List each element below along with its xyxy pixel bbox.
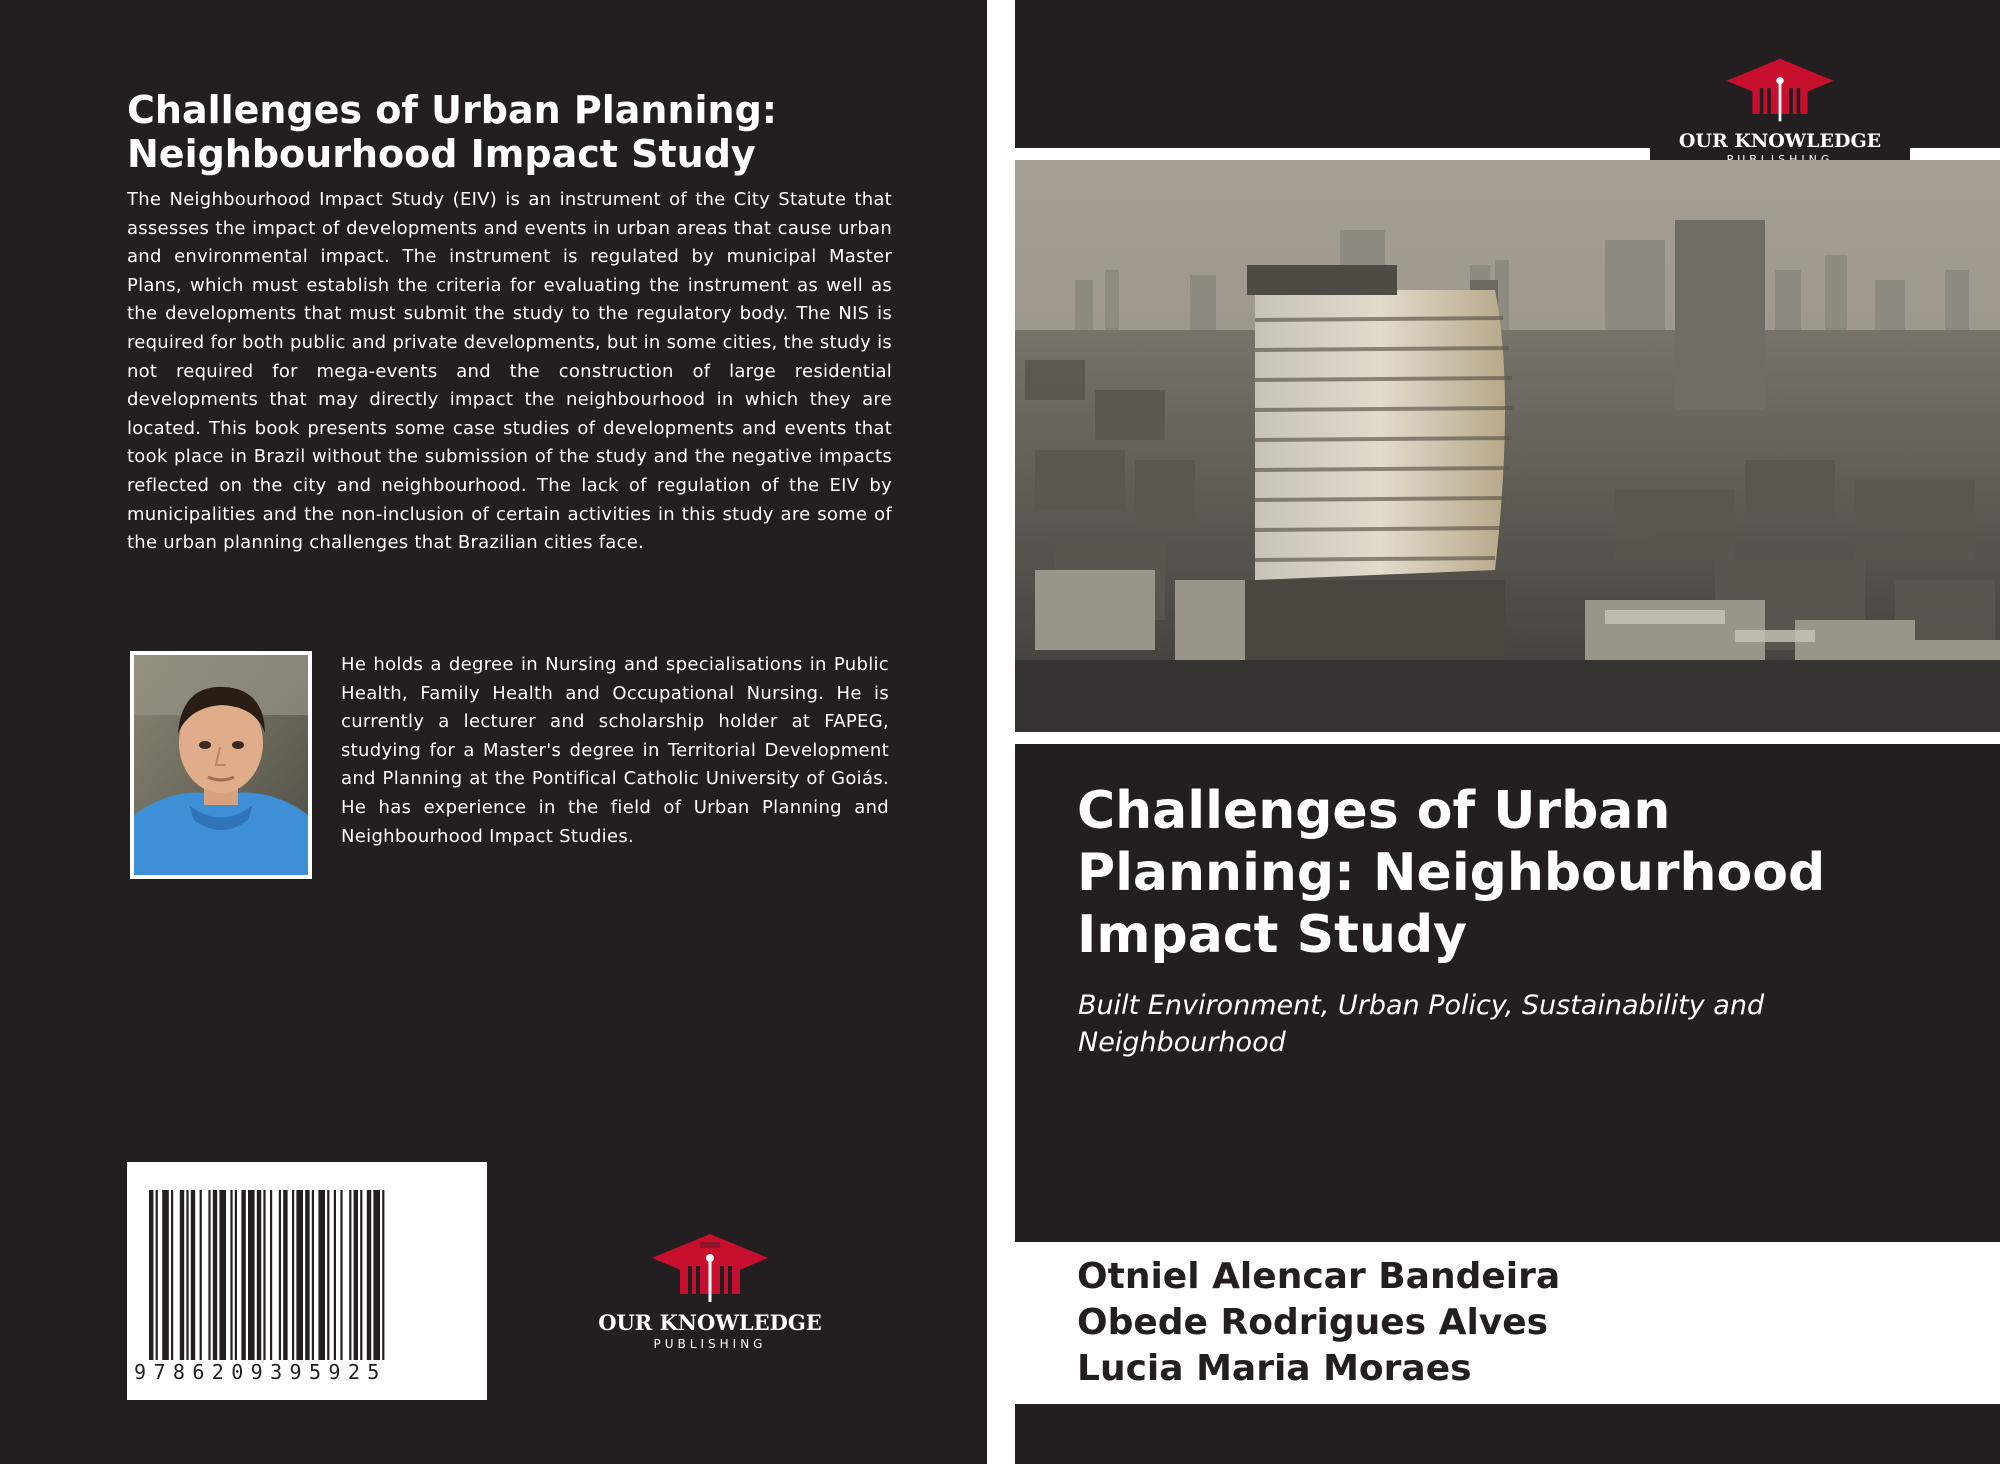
front-title-line-1: Challenges of Urban <box>1077 781 1671 841</box>
front-title-line-3: Impact Study <box>1077 905 1468 965</box>
city-skyline-photo <box>1015 160 2000 732</box>
city-skyline-image <box>1015 160 2000 732</box>
graduation-cap-icon <box>1724 55 1836 125</box>
back-title-line-1: Challenges of Urban Planning: <box>127 88 777 132</box>
front-cover-title <box>1077 780 1977 966</box>
author-name-2: Obede Rodrigues Alves <box>1077 1302 1549 1343</box>
graduation-cap-icon <box>650 1230 770 1306</box>
back-cover-summary: The Neighbourhood Impact Study (EIV) is an instrument of the City Statute that assesses the impact of developments and events in urban areas that cause urban and environmental impact. The instrument is regulated by municipal Master Plans, which must establish the criteria for evaluating the instrument as well as the developments that must submit the study to the regulatory body. The NIS is required for both public and private developments, but in some cities, the study is not required for mega-events and the construction of large residential developments that may directly impact the neighbourhood in which they are located. This book presents some case studies of developments and events that took place in Brazil without the submission of the study and the negative impacts reflected on the city and neighbourhood. The lack of regulation of the EIV by municipalities and the non-inclusion of certain activities in this study are some of the urban planning challenges that Brazilian cities face. <box>127 189 892 554</box>
front-logo-name: OUR KNOWLEDGE <box>1678 130 1882 152</box>
author-name-1: Otniel Alencar Bandeira <box>1077 1256 1561 1297</box>
author-photo <box>130 651 312 879</box>
back-logo-sub: PUBLISHING <box>653 1337 767 1351</box>
isbn-digits: 9786209395925 <box>134 1360 454 1384</box>
front-bottom-bar <box>1015 1404 2000 1464</box>
front-title-line-2: Planning: Neighbourhood <box>1077 843 1826 903</box>
back-cover-title <box>127 88 907 176</box>
author-name-3: Lucia Maria Moraes <box>1077 1348 1472 1389</box>
author-list <box>1077 1254 1560 1392</box>
back-title-line-2: Neighbourhood Impact Study <box>127 132 756 176</box>
back-logo-name: OUR KNOWLEDGE <box>598 1310 822 1335</box>
author-portrait-image <box>134 655 308 875</box>
back-publisher-logo <box>585 1230 835 1352</box>
front-cover-subtitle: Built Environment, Urban Policy, Sustainability and Neighbourhood <box>1078 990 1765 1058</box>
author-bio: He holds a degree in Nursing and specialisations in Public Health, Family Health and Occupational Nursing. He is currently a lecturer and scholarship holder at FAPEG, studying for a Master's degree in Territorial Development and Planning at the Pontifical Catholic University of Goiás. He has experience in the field of Urban Planning and Neighbourhood Impact Studies. <box>341 654 889 847</box>
